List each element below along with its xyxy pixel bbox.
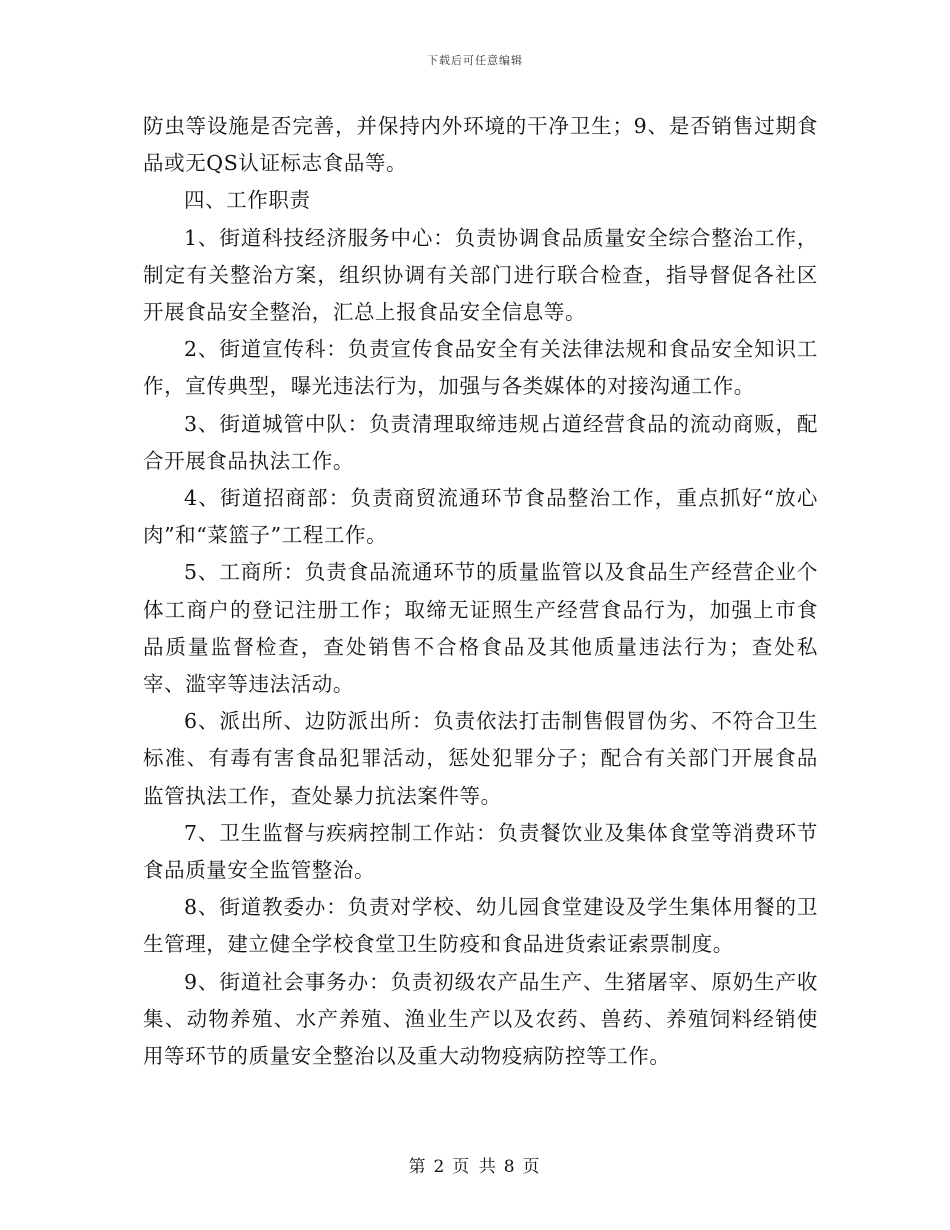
paragraph-duty-7: 7、卫生监督与疾病控制工作站：负责餐饮业及集体食堂等消费环节食品质量安全监管整治。: [143, 820, 818, 883]
paragraph-duty-2: 2、街道宣传科：负责宣传食品安全有关法律法规和食品安全知识工作，宣传典型，曝光违法行为，加强与各类媒体的对接沟通工作。: [143, 337, 818, 399]
paragraph-duty-5: 5、工商所：负责食品流通环节的质量监管以及食品生产经营企业个体工商户的登记注册工作；取缔无证照生产经营食品行为，加强上市食品质量监督检查，查处销售不合格食品及其他质量违法行为；查处私宰、滥宰等违法活动。: [143, 560, 818, 697]
paragraph-duty-8: 8、街道教委办：负责对学校、幼儿园食堂建设及学生集体用餐的卫生管理，建立健全学校食堂卫生防疫和食品进货索证索票制度。: [143, 895, 818, 957]
paragraph-duty-9: 9、街道社会事务办：负责初级农产品生产、生猪屠宰、原奶生产收集、动物养殖、水产养殖、渔业生产以及农药、兽药、养殖饲料经销使用等环节的质量安全整治以及重大动物疫病防控等工作。: [143, 969, 818, 1069]
page-footer: [0, 1152, 950, 1177]
paragraph-continuation: 防虫等设施是否完善，并保持内外环境的干净卫生；9、是否销售过期食品或无QS认证标志食品等。: [143, 114, 818, 176]
document-body: [143, 108, 818, 1075]
paragraph-duty-1: 1、街道科技经济服务中心：负责协调食品质量安全综合整治工作，制定有关整治方案，组织协调有关部门进行联合检查，指导督促各社区开展食品安全整治，汇总上报食品安全信息等。: [143, 225, 818, 325]
paragraph-duty-6: 6、派出所、边防派出所：负责依法打击制售假冒伪劣、不符合卫生标准、有毒有害食品犯罪活动，惩处犯罪分子；配合有关部门开展食品监管执法工作，查处暴力抗法案件等。: [143, 709, 818, 808]
page-header: 下载后可任意编辑: [427, 54, 523, 67]
footer-middle: 页 共: [452, 1157, 498, 1177]
paragraph-duty-3: 3、街道城管中队：负责清理取缔违规占道经营食品的流动商贩，配合开展食品执法工作。: [143, 411, 818, 473]
footer-prefix: 第: [408, 1157, 428, 1177]
total-pages-number: 8: [503, 1157, 517, 1177]
current-page-number: 2: [433, 1157, 447, 1177]
paragraph-duty-4: 4、街道招商部：负责商贸流通环节食品整治工作，重点抓好“放心肉”和“菜篮子”工程工作。: [143, 486, 818, 548]
footer-suffix: 页: [522, 1157, 542, 1177]
section-heading-duties: 四、工作职责: [184, 188, 311, 213]
